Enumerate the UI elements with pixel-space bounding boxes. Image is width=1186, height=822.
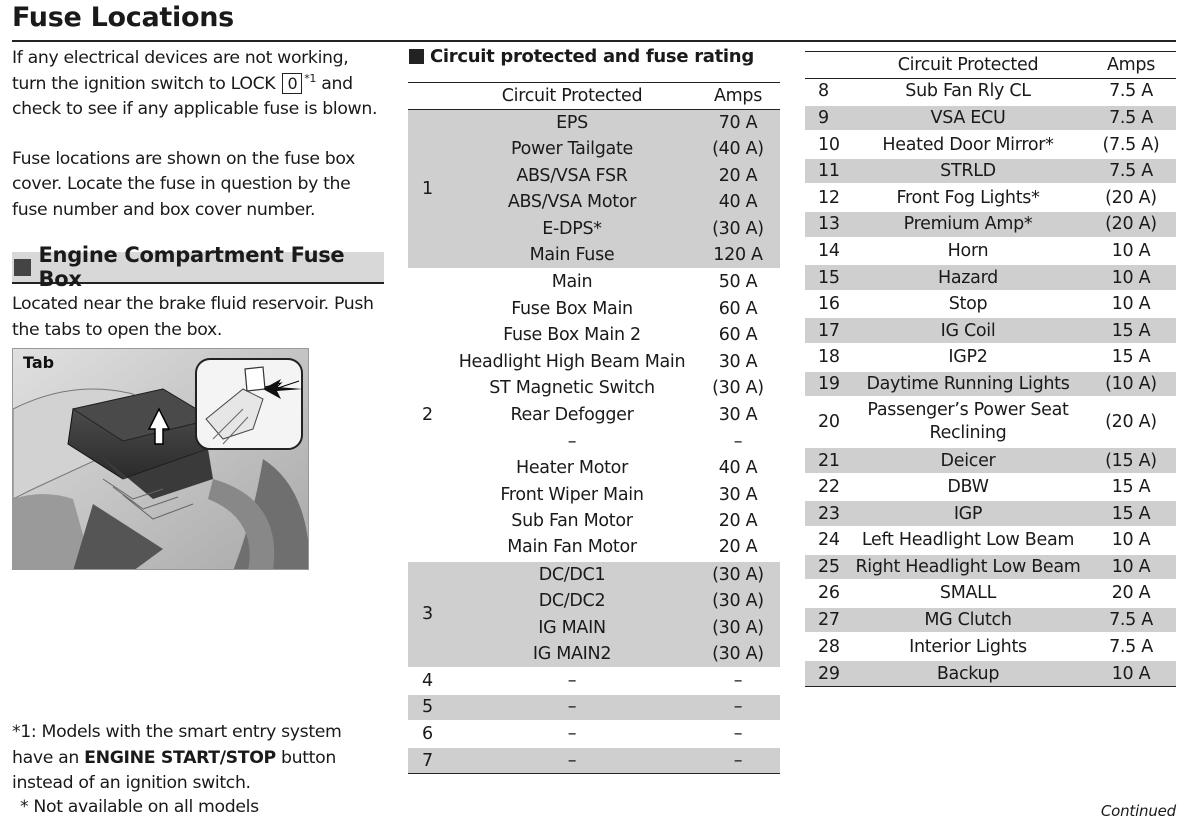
table-row — [805, 500, 1176, 527]
footnote-smart-entry — [12, 720, 382, 797]
table-row — [805, 633, 1176, 660]
tab-label: Tab — [23, 353, 55, 372]
table-row — [408, 242, 780, 269]
circuit-name: ABS/VSA Motor — [448, 189, 696, 216]
circuit-name: Left Headlight Low Beam — [850, 527, 1086, 554]
fuse-number: 5 — [408, 694, 448, 721]
fuse-number: 16 — [805, 291, 850, 318]
location-paragraph: Located near the brake fluid reservoir. Push the tabs to open the box. — [12, 294, 374, 340]
amp-rating: 30 A — [718, 351, 758, 372]
table-row — [408, 348, 780, 375]
title-rule — [12, 40, 1176, 42]
circuit-name: Heated Door Mirror* — [850, 131, 1086, 158]
table-row — [408, 455, 780, 482]
circuit-name: Interior Lights — [850, 633, 1086, 660]
table-row — [805, 607, 1176, 634]
amp-rating: 7.5 A — [1086, 633, 1176, 660]
footnote-ref: *1 — [304, 71, 317, 85]
amp-rating: – — [733, 431, 743, 452]
circuit-name: Backup — [850, 660, 1086, 687]
footnote-bold: ENGINE START/STOP — [84, 747, 276, 768]
table-row — [805, 660, 1176, 687]
table-row — [805, 264, 1176, 291]
table-caption-text: Circuit protected and fuse rating — [430, 46, 754, 67]
circuit-name: Fuse Box Main — [511, 298, 633, 319]
table-row — [408, 721, 780, 748]
table-row — [408, 428, 780, 455]
fuse-number: 12 — [805, 184, 850, 211]
section-square-icon — [14, 259, 31, 276]
table-row — [805, 554, 1176, 581]
table-row — [408, 694, 780, 721]
circuit-name: DC/DC2 — [448, 588, 696, 615]
caption-square-icon — [409, 49, 424, 64]
header-amps: Amps — [1086, 52, 1176, 79]
circuit-name: DC/DC1 — [448, 561, 696, 588]
circuit-name: E-DPS* — [448, 215, 696, 242]
circuit-name: – — [448, 747, 696, 774]
table-row — [805, 527, 1176, 554]
header-amps: Amps — [696, 83, 780, 110]
amp-rating: 10 A — [1086, 238, 1176, 265]
fuse-number: 1 — [408, 109, 448, 269]
circuit-name: EPS — [448, 109, 696, 136]
circuit-name: Main Fuse — [448, 242, 696, 269]
circuit-name: SMALL — [850, 580, 1086, 607]
table-row — [805, 447, 1176, 474]
footnote-prefix: *1: Models with the smart entry system have an — [12, 722, 342, 768]
circuit-name: Headlight High Beam Main — [458, 351, 686, 372]
circuit-name: Hazard — [850, 264, 1086, 291]
footnote-suffix: button instead of an ignition switch. — [12, 747, 336, 793]
section-heading-text: Engine Compartment Fuse Box — [38, 243, 345, 291]
circuit-name: IG Coil — [850, 317, 1086, 344]
circuit-name: – — [448, 668, 696, 695]
amp-rating: 60 A — [718, 325, 758, 346]
circuit-name: IG MAIN2 — [448, 641, 696, 668]
circuit-name: IG MAIN — [448, 614, 696, 641]
circuit-name: IGP2 — [850, 344, 1086, 371]
circuit-name: Sub Fan Rly CL — [905, 81, 1031, 102]
circuit-name: – — [567, 431, 577, 452]
section-heading — [12, 243, 384, 291]
amp-rating: – — [696, 747, 780, 774]
circuit-name: VSA ECU — [850, 105, 1086, 132]
table-header-row — [805, 52, 1176, 79]
table-row — [805, 291, 1176, 318]
circuit-name: Front Wiper Main — [500, 484, 644, 505]
amp-rating: (7.5 A) — [1086, 131, 1176, 158]
amp-rating: 20 A — [696, 162, 780, 189]
amp-rating: 10 A — [1086, 660, 1176, 687]
amp-rating: 70 A — [696, 109, 780, 136]
amp-rating: (30 A) — [696, 641, 780, 668]
circuit-name: Power Tailgate — [448, 136, 696, 163]
table-row — [408, 747, 780, 774]
table-row — [408, 668, 780, 695]
fuse-number: 22 — [805, 474, 850, 501]
table-row — [408, 481, 780, 508]
circuit-name: – — [448, 721, 696, 748]
table-row — [408, 375, 780, 402]
fuse-table-right — [805, 51, 1176, 687]
circuit-name: Horn — [850, 238, 1086, 265]
table-row — [408, 322, 780, 349]
amp-rating: – — [696, 694, 780, 721]
circuit-name: DBW — [850, 474, 1086, 501]
table-caption — [409, 46, 754, 67]
amp-rating: 7.5 A — [1109, 81, 1153, 102]
fuse-number: 9 — [805, 105, 850, 132]
circuit-name: Daytime Running Lights — [850, 371, 1086, 398]
amp-rating: 10 A — [1086, 554, 1176, 581]
amp-rating: (20 A) — [1086, 184, 1176, 211]
table-row — [805, 580, 1176, 607]
fuse-number: 6 — [408, 721, 448, 748]
intro-text — [12, 46, 387, 223]
amp-rating: 40 A — [718, 458, 758, 479]
table-row — [408, 295, 780, 322]
amp-rating: 30 A — [718, 404, 758, 425]
fuse-number: 2 — [408, 269, 448, 562]
fuse-number: 25 — [805, 554, 850, 581]
fuse-number: 21 — [805, 447, 850, 474]
amp-rating: 40 A — [696, 189, 780, 216]
table-row — [408, 136, 780, 163]
amp-rating: (30 A) — [696, 614, 780, 641]
circuit-name: Stop — [850, 291, 1086, 318]
amp-rating: 7.5 A — [1086, 607, 1176, 634]
table-row — [408, 189, 780, 216]
intro-part2: and check to see if any applicable fuse is blown. — [12, 73, 378, 119]
lock-position-box: 0 — [282, 73, 302, 94]
amp-rating: (40 A) — [696, 136, 780, 163]
table-row — [408, 535, 780, 562]
fuse-number: 4 — [408, 668, 448, 695]
amp-rating: 20 A — [1086, 580, 1176, 607]
page-title: Fuse Locations — [12, 2, 234, 33]
circuit-name: Front Fog Lights* — [850, 184, 1086, 211]
amp-rating: 20 A — [718, 511, 758, 532]
amp-rating: (30 A) — [712, 378, 764, 399]
table-row — [805, 397, 1176, 447]
fuse-number: 10 — [805, 131, 850, 158]
circuit-name: IGP — [850, 500, 1086, 527]
header-circuit: Circuit Protected — [448, 83, 696, 110]
fuse-number: 3 — [408, 561, 448, 667]
amp-rating: 30 A — [718, 484, 758, 505]
fuse-number: 7 — [408, 747, 448, 774]
amp-rating: (10 A) — [1086, 371, 1176, 398]
fuse-number: 19 — [805, 371, 850, 398]
table-header-row — [408, 83, 780, 110]
fuse-number: 15 — [805, 264, 850, 291]
amp-rating: (30 A) — [696, 561, 780, 588]
amp-rating: 15 A — [1086, 500, 1176, 527]
fuse-number: 8 — [818, 81, 829, 102]
amp-rating: 10 A — [1086, 264, 1176, 291]
table-row — [408, 641, 780, 668]
table-row — [408, 162, 780, 189]
header-number — [805, 52, 850, 79]
engine-bay-drawing — [13, 349, 309, 570]
table-row — [805, 211, 1176, 238]
table-row — [408, 614, 780, 641]
fuse-number: 18 — [805, 344, 850, 371]
fuse-number: 11 — [805, 158, 850, 185]
amp-rating: 15 A — [1086, 474, 1176, 501]
amp-rating: 10 A — [1086, 527, 1176, 554]
fuse-number: 13 — [805, 211, 850, 238]
intro-part1: If any electrical devices are not working, turn the ignition switch to LOCK — [12, 48, 349, 94]
circuit-name: Premium Amp* — [850, 211, 1086, 238]
fuse-number: 20 — [805, 397, 850, 447]
amp-rating: (15 A) — [1086, 447, 1176, 474]
circuit-name: ABS/VSA FSR — [448, 162, 696, 189]
header-circuit: Circuit Protected — [850, 52, 1086, 79]
table-row — [805, 344, 1176, 371]
amp-rating: 15 A — [1086, 317, 1176, 344]
table-row — [408, 588, 780, 615]
table-row — [805, 78, 1176, 105]
table-row — [805, 474, 1176, 501]
amp-rating: 120 A — [696, 242, 780, 269]
circuit-name: STRLD — [850, 158, 1086, 185]
amp-rating: – — [696, 721, 780, 748]
circuit-name: Rear Defogger — [510, 404, 634, 425]
table-row — [805, 317, 1176, 344]
amp-rating: 10 A — [1086, 291, 1176, 318]
continued-label: Continued — [1100, 802, 1176, 820]
fuse-locations-paragraph: Fuse locations are shown on the fuse box cover. Locate the fuse in question by the fuse number and box cover number. — [12, 148, 355, 220]
fuse-number: 23 — [805, 500, 850, 527]
table-row — [805, 238, 1176, 265]
table-row — [805, 184, 1176, 211]
table-row — [408, 561, 780, 588]
circuit-name: Main — [448, 269, 696, 296]
intro-paragraph — [12, 46, 387, 123]
table-row — [805, 131, 1176, 158]
circuit-name: Right Headlight Low Beam — [850, 554, 1086, 581]
circuit-name: Main Fan Motor — [507, 537, 637, 558]
amp-rating: 15 A — [1086, 344, 1176, 371]
table-row — [408, 269, 780, 296]
circuit-name: Deicer — [850, 447, 1086, 474]
fuse-number: 27 — [805, 607, 850, 634]
footnote-availability: * Not available on all models — [20, 797, 259, 817]
table-row — [408, 215, 780, 242]
amp-rating: 50 A — [696, 269, 780, 296]
fuse-number: 26 — [805, 580, 850, 607]
fuse-number: 14 — [805, 238, 850, 265]
amp-rating: (30 A) — [696, 588, 780, 615]
amp-rating: 7.5 A — [1086, 105, 1176, 132]
table-row — [805, 158, 1176, 185]
table-row — [408, 109, 780, 136]
circuit-name: Sub Fan Motor — [511, 511, 633, 532]
table-row — [408, 402, 780, 429]
table-row — [805, 371, 1176, 398]
header-number — [408, 83, 448, 110]
fuse-box-illustration — [12, 348, 309, 570]
table-row — [408, 508, 780, 535]
circuit-name: Fuse Box Main 2 — [503, 325, 641, 346]
circuit-name: – — [448, 694, 696, 721]
amp-rating: 20 A — [718, 537, 758, 558]
fuse-number: 24 — [805, 527, 850, 554]
amp-rating: (30 A) — [696, 215, 780, 242]
circuit-name: Passenger’s Power Seat Reclining — [850, 397, 1086, 447]
circuit-name: MG Clutch — [850, 607, 1086, 634]
fuse-number: 17 — [805, 317, 850, 344]
fuse-table-left — [408, 82, 780, 774]
circuit-name: Heater Motor — [515, 458, 628, 479]
amp-rating: (20 A) — [1086, 211, 1176, 238]
fuse-number: 28 — [805, 633, 850, 660]
circuit-name: ST Magnetic Switch — [489, 378, 655, 399]
amp-rating: – — [696, 668, 780, 695]
amp-rating: (20 A) — [1086, 397, 1176, 447]
amp-rating: 7.5 A — [1086, 158, 1176, 185]
amp-rating: 60 A — [718, 298, 758, 319]
table-row — [805, 105, 1176, 132]
fuse-number: 29 — [805, 660, 850, 687]
